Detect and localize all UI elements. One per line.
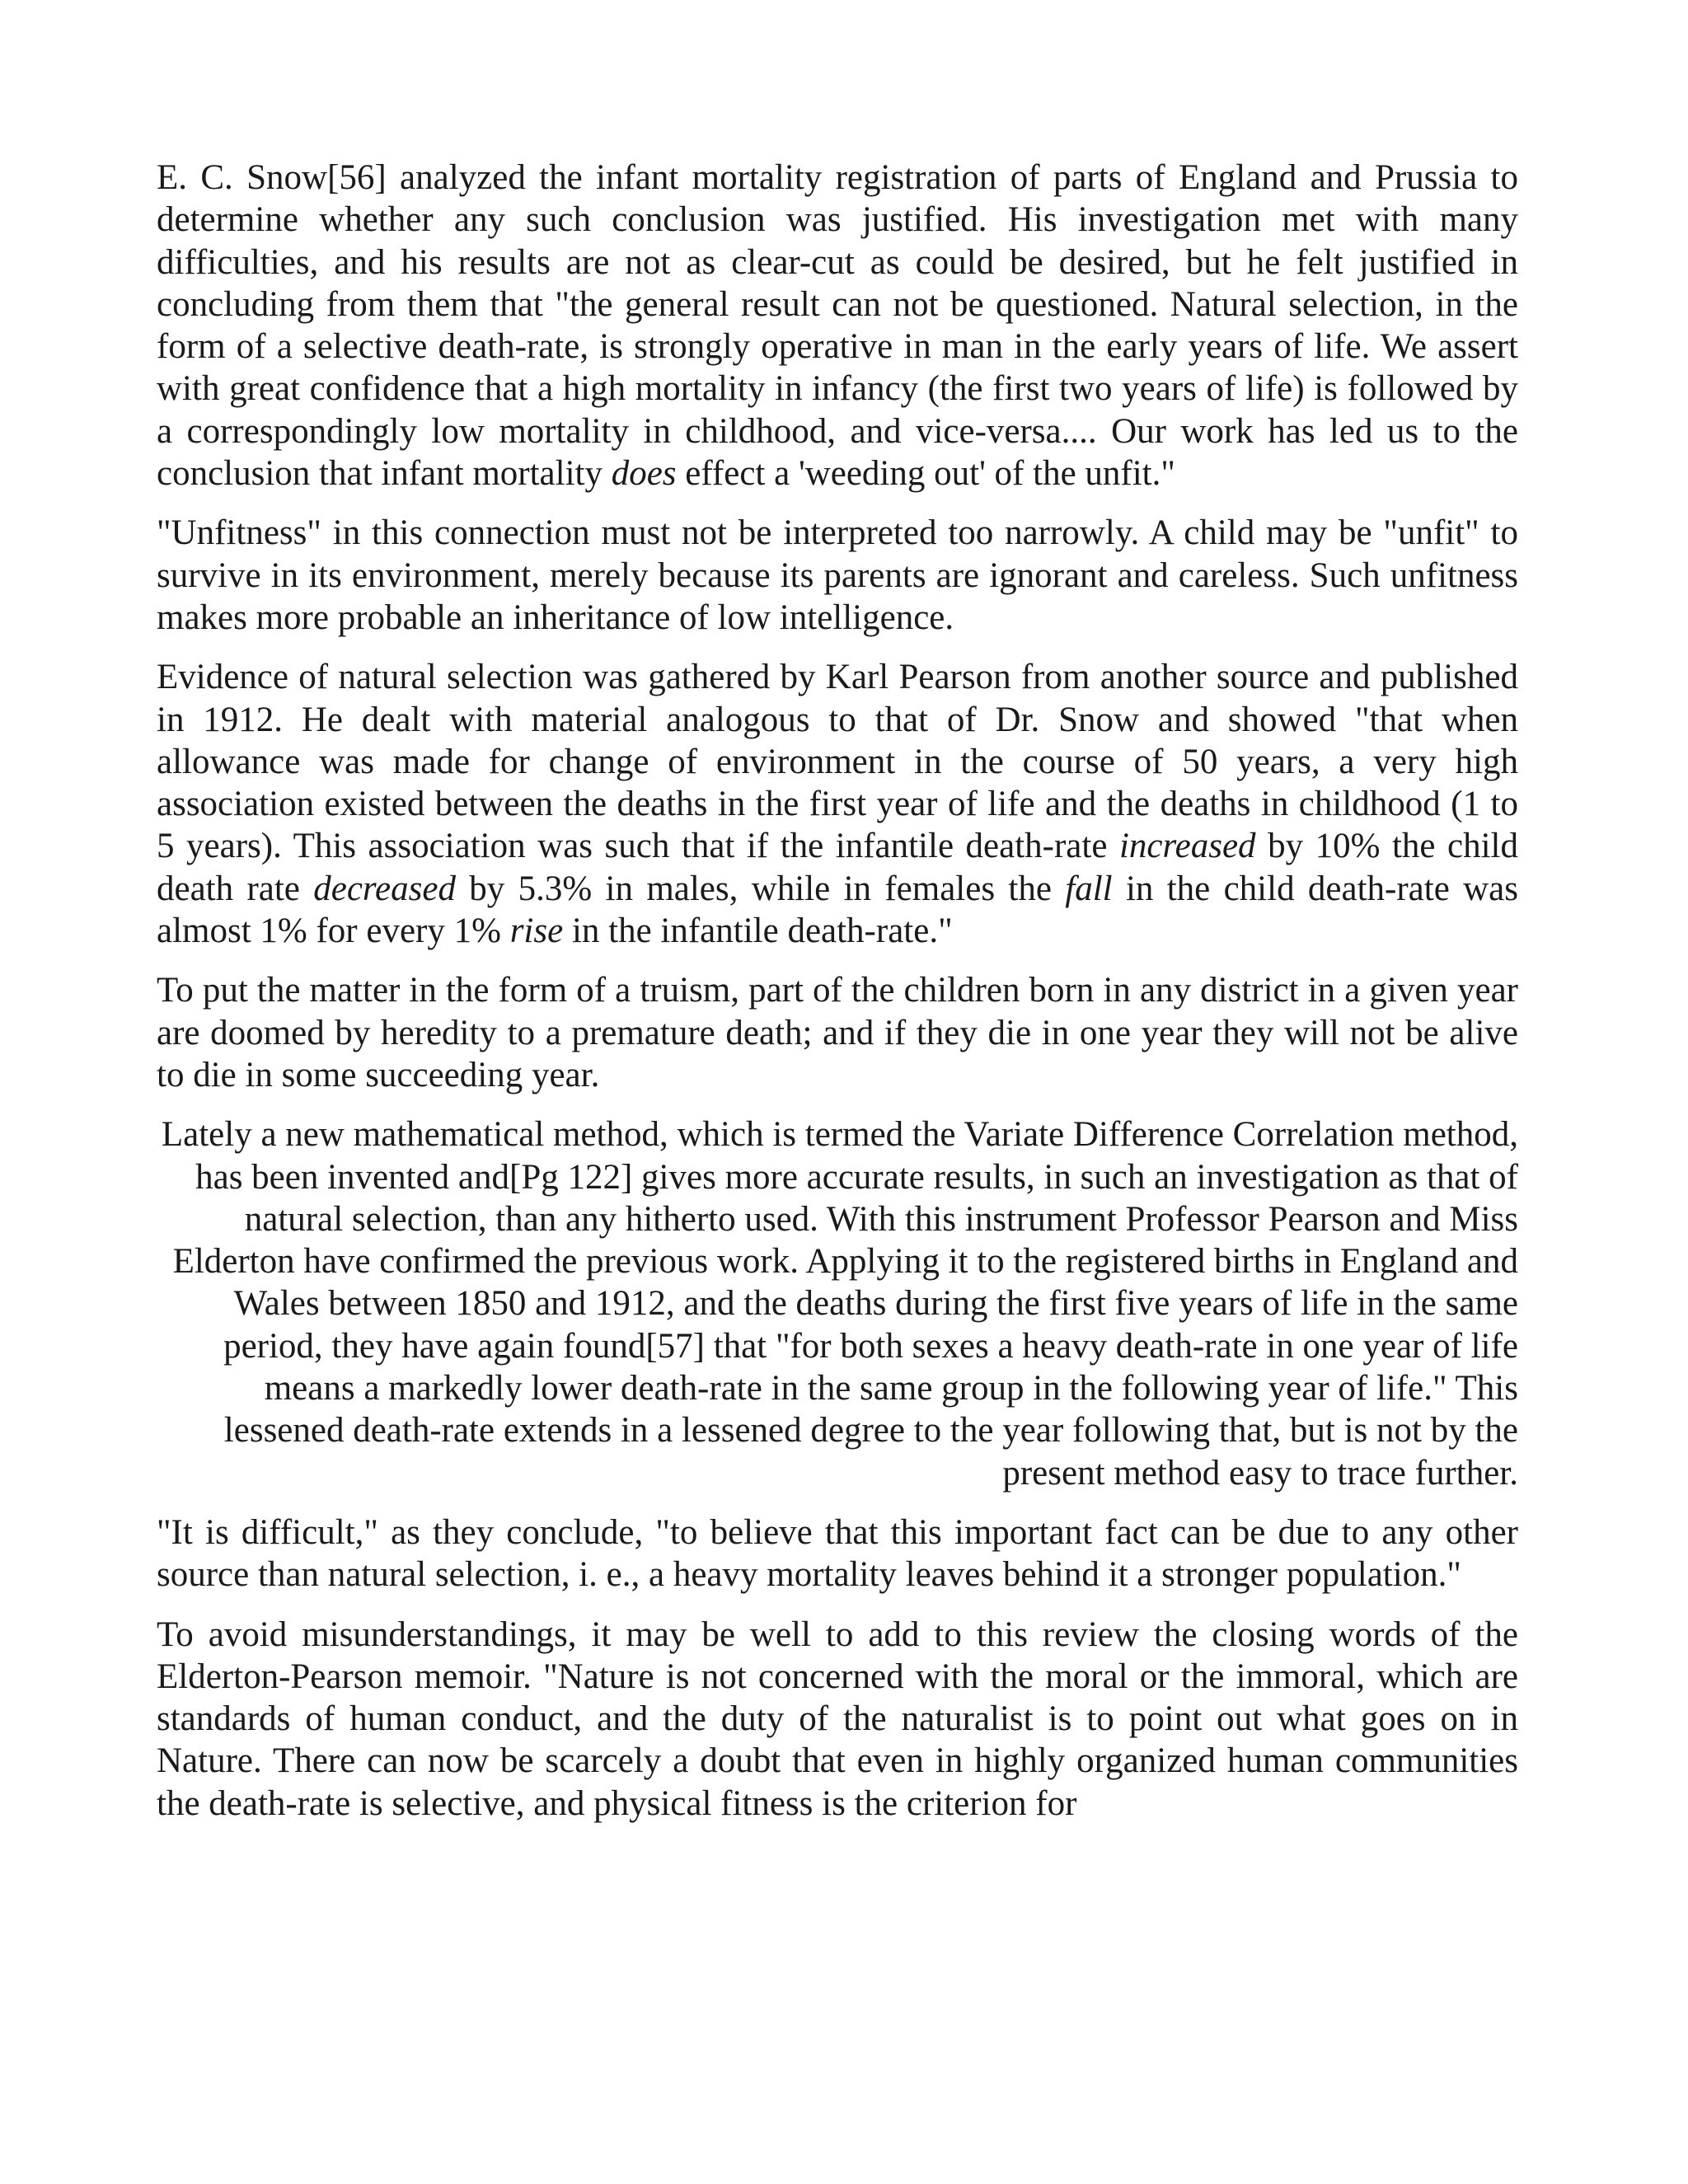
text-segment: E. C. Snow[56] analyzed the infant mortality registration of parts of England and Prussia to determine whether any such conclusion was justified. His investigation met with many difficulties, and his results are not as clear-cut as could be desired, but he felt justified in concluding from them that "the general result can not be questioned. Natural selection, in the form of a selective death-rate, is strongly operative in man in the early years of life. We assert with great confidence that a high mortality in infancy (the first two years of life) is followed by a correspondingly low mortality in childhood, and vice-versa.... Our work has led us to the conclusion that infant mortality (157, 158, 1518, 494)
text-segment: Lately a new mathematical method, which is termed the Variate Difference Correlation method, has been invented and[Pg 122] gives more accurate results, in such an investigation as that of natural selection, than any hitherto used. With this instrument Professor Pearson and Miss Elderton have confirmed the previous work. Applying it to the registered births in England and Wales between 1850 and 1912, and the deaths during the first five years of life in the same period, they have again found[57] that "for both sexes a heavy death-rate in one year of life means a markedly lower death-rate in the same group in the following year of life." This lessened death-rate extends in a lessened degree to the year following that, but is not by the present method easy to trace further. (161, 1115, 1518, 1493)
text-segment: in the infantile death-rate." (563, 912, 953, 951)
text-segment: To put the matter in the form of a truism, part of the children born in any district in a given year are doomed by heredity to a premature death; and if they die in one year they will not be alive to die in some succeeding year. (157, 971, 1518, 1094)
text-segment: effect a 'weeding out' of the unfit." (676, 454, 1175, 494)
text-segment: "It is difficult," as they conclude, "to believe that this important fact can be due to any other source than natural selection, i. e., a heavy mortality leaves behind it a stronger population." (157, 1512, 1518, 1595)
text-segment: To avoid misunderstandings, it may be well to add to this review the closing words of the Elderton-Pearson memoir. "Nature is not concerned with the moral or the immoral, which are standards of human conduct, and the duty of the naturalist is to point out what goes on in Nature. There can now be scarcely a doubt that even in highly organized human communities the death-rate is selective, and physical fitness is the criterion for (157, 1615, 1518, 1823)
paragraph-truism (157, 969, 1518, 1096)
text-segment: in the child death-rate was almost 1% for every 1% (157, 869, 1518, 951)
paragraph-unfitness (157, 512, 1518, 639)
paragraph-variate-difference (157, 1113, 1518, 1494)
emphasis-rise: rise (509, 912, 564, 951)
text-segment: by 10% the child death rate (157, 827, 1518, 908)
document-page (157, 157, 1518, 1825)
emphasis-decreased: decreased (313, 869, 456, 908)
text-segment: Evidence of natural selection was gathered by Karl Pearson from another source and published in 1912. He dealt with material analogous to that of Dr. Snow and showed "that when allowance was made for change of environment in the course of 50 years, a very high association existed between the deaths in the first year of life and the deaths in childhood (1 to 5 years). This association was such that if the infantile death-rate (157, 658, 1518, 866)
text-segment: by 5.3% in males, while in females the (455, 869, 1066, 908)
text-segment: "Unfitness" in this connection must not be interpreted too narrowly. A child may be "unfit" to survive in its environment, merely because its parents are ignorant and careless. Such unfitness makes more probable an inheritance of low intelligence. (157, 513, 1518, 637)
emphasis-increased: increased (1118, 827, 1256, 866)
emphasis-does: does (611, 454, 677, 494)
paragraph-snow-study (157, 157, 1518, 494)
paragraph-conclusion-quote (157, 1511, 1518, 1596)
emphasis-fall: fall (1065, 869, 1113, 908)
paragraph-closing-words (157, 1614, 1518, 1825)
paragraph-pearson-evidence (157, 656, 1518, 952)
